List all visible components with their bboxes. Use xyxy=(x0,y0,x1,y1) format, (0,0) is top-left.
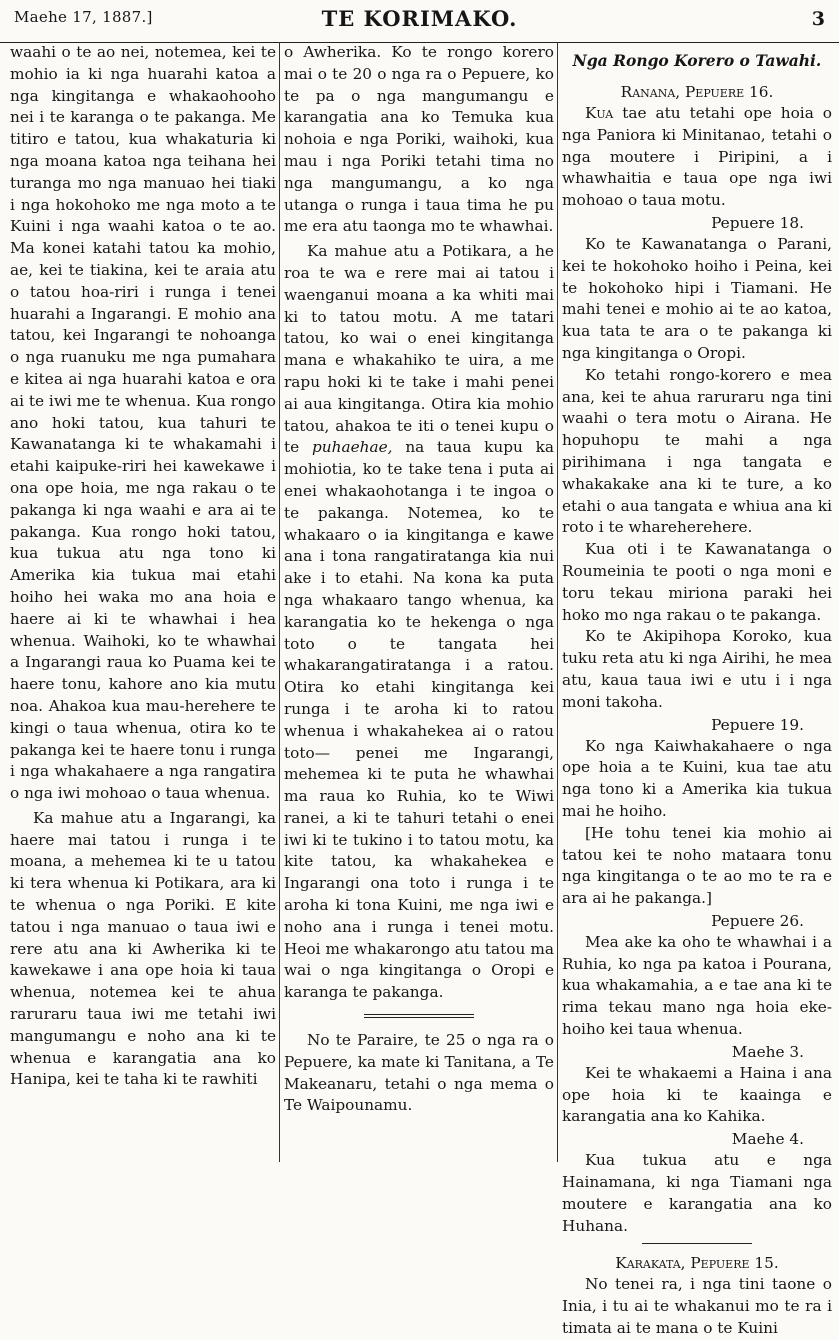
news-item: Ko nga Kaiwhakahaere o nga ope hoia a te Kuini, kua tae atu nga tono ki a Amerika kia tukua mai he hoiho. xyxy=(562,736,832,820)
news-item: Kei te whakaemi a Haina i ana ope hoia ki te kaainga e karangatia ana ko Kahika. xyxy=(562,1063,832,1126)
dateline: Karakata, Pepuere 15. xyxy=(615,1254,779,1273)
news-item: Kua oti i te Kawanatanga o Roumeinia te pooti o nga moni e toru tekau miriona paraki hei hoko mo nga rakau o te pakanga. xyxy=(562,540,832,624)
emphasis-word: puhaehae, xyxy=(311,438,393,457)
death-notice: No te Paraire, te 25 o nga ra o Pepuere, ka mate ki Tanitana, a Te Makeanaru, tetahi o nga mema o Te Waipounamu. xyxy=(284,1031,554,1115)
section-divider xyxy=(642,1243,752,1244)
news-item: Mea ake ka oho te whawhai i a Ruhia, ko nga pa katoa i Pourana, kua whakamahia, a e tae ana ki te rima tekau mano nga hoia eke-hoiho kei taua whenua. xyxy=(562,932,832,1039)
dateline: Maehe 3. xyxy=(731,1042,804,1061)
column-rule-2 xyxy=(557,42,558,1162)
dateline: Pepuere 18. xyxy=(711,213,804,232)
column-2 xyxy=(284,42,554,1162)
article-paragraph xyxy=(284,241,554,1004)
page-header xyxy=(0,0,839,43)
issue-date: Maehe 17, 1887.] xyxy=(14,8,153,26)
foreign-news-heading: Nga Rongo Korero o Tawahi. xyxy=(572,51,822,70)
article-paragraph: waahi o te ao nei, notemea, kei te mohio ia ki nga huarahi katoa a nga kingitanga e whakaohooho nei i te karanga o te pakanga. Me titiro e tatou, kua whakaturia ki nga moana katoa nga teihana hei turanga mo nga manuao hei tiaki i nga hokohoko me nga moto a te Kuini i nga waahi katoa o te ao. Ma konei katahi tatou ka mohio, ae, kei te tiakina, kei te araia atu o tatou hoa-riri i runga i tenei huarahi a Ingarangi. E mohio ana tatou, kei Ingarangi te nohoanga o nga ruanuku me nga pumahara e kitea ai nga huarahi katoa e ora ai te iwi me te whenua. Kua rongo ano hoki tatou, kua tahuri te Kawanatanga ki te whakamahi i etahi kaipuke-riri hei kawekawe i ona ope hoia, me nga rakau o te pakanga ki nga waahi e ara ai te pakanga. Kua rongo hoki tatou, kua tukua atu nga tono ki Amerika kia tukua mai etahi hoiho hei waka mo ana hoia e haere ai ki te whawhai i hea whenua. Waihoki, ko te whawhai a Ingarangi raua ko Puama kei te haere tonu, kahore ano kia mutu noa. Ahakoa kua mau-herehere te kingi o taua whenua, otira ko te pakanga kei te haere tonu i runga i nga whakahaere a nga rangatira o nga iwi mohoao o taua whenua. xyxy=(10,43,277,803)
news-item: Ko te Akipihopa Koroko, kua tuku reta atu ki nga Airihi, he mea atu, kaua taua iwi e utu i i nga moni takoha. xyxy=(562,627,832,711)
column-3 xyxy=(562,42,832,1338)
dateline: Pepuere 26. xyxy=(711,911,804,930)
paragraph-text: tae atu tetahi ope hoia o nga Paniora ki Minitanao, tetahi o nga moutere i Piripini, a i whawhaitia e taua ope nga iwi mohoao o taua motu. xyxy=(562,104,832,210)
page-number: 3 xyxy=(811,8,825,30)
news-item: Ko tetahi rongo-korero e mea ana, kei te ahua raruraru nga tini waahi o tera motu o Airana. He hopuhopu te mahi a nga pirihimana i nga tangata e whakakake ana ki te ture, a ko etahi o aua tangata e whiua ana ki roto i te whareherehere. xyxy=(562,365,832,537)
dateline: Ranana, Pepuere 16. xyxy=(620,83,774,101)
news-item xyxy=(562,103,832,212)
paragraph-text: na taua kupu ka mohiotia, ko te take tena i puta ai enei whakaohotanga i te ingoa o te pakanga. Notemea, ko te whakaaro o ia kingitanga e kawe ana i tona rangatiratanga kia nui ake i to etahi. Na kona ka puta nga whakaaro tango whenua, ka karangatia ko te hekenga o nga toto o te tangata hei whakarangatiratanga i a ratou. Otira ko etahi kingitanga kei runga i te aroha ki to ratou whenua i whakahekea ai o ratou toto— penei me Ingarangi, mehemea ki te puta he whawhai ma raua ko Ruhia, ko te Wiwi ranei, a ki te tahuri tetahi o enei iwi ki te tukino i to tatou motu, ka kite tatou, ka whakahekea e Ingarangi ona toto i runga i te aroha ki tona Kuini, me nga iwi e noho ana i runga i tenei motu. Heoi me whakarongo atu tatou ma wai o nga kingitanga o Oropi e karanga te pakanga. xyxy=(284,438,554,1002)
news-item: [He tohu tenei kia mohio ai tatou kei te noho mataara tonu nga kingitanga o te ao mo te ra e ara ai he pakanga.] xyxy=(562,823,832,908)
column-rule-1 xyxy=(279,42,280,1162)
article-paragraph: o Awherika. Ko te rongo korero mai o te 20 o nga ra o Pepuere, ko te pa o nga mangumangu e karangatia ana ko Temuka kua nohoia e nga Poriki, waihoki, kua mau i nga Poriki tetahi tima no nga mangumangu, a ko nga utanga o runga i taua tima he pu me era atu taonga mo te whawhai. xyxy=(284,43,554,236)
dateline: Maehe 4. xyxy=(731,1130,804,1149)
newspaper-title: TE KORIMAKO. xyxy=(321,6,518,31)
lead-word: Kua xyxy=(584,104,614,122)
news-item: Ko te Kawanatanga o Parani, kei te hokohoko hoiho i Peina, kei te hokohoko hipi i Tiamani. He mahi tenei e mohio ai te ao katoa, kua tata te ara o te pakanga ki nga kingitanga o Oropi. xyxy=(562,234,832,362)
section-divider xyxy=(364,1014,474,1018)
column-1 xyxy=(10,42,276,1162)
news-item: Kua tukua atu e nga Hainamana, ki nga Tiamani nga moutere e karangatia ana ko Huhana. xyxy=(562,1151,832,1235)
paragraph-text: Ka mahue atu a Potikara, a he roa te wa e rere mai ai tatou i waenganui moana a ka whiti mai ki to tatou motu. A me tatari tatou, ko wai o enei kingitanga mana e whakahiko te uira, a me rapu hoki ki te take i mahi penei ai aua kingitanga. Otira kia mohio tatou, ahakoa te iti o tenei kupu o te xyxy=(284,242,554,457)
article-paragraph: Ka mahue atu a Ingarangi, ka haere mai tatou i runga i te moana, a mehemea ki te u tatou ki tera whenua ki Potikara, ara ki te whenua o nga Poriki. E kite tatou i nga manuao o taua iwi e rere atu ana ki Awherika ki te kawekawe i ana ope hoia ki taua whenua, notemea kei te ahua raruraru taua iwi me tetahi iwi mangumangu e noho ana ki te whenua e karangatia ana ko Hanipa, kei te taha ki te rawhiti xyxy=(10,808,276,1089)
dateline: Pepuere 19. xyxy=(711,715,804,734)
news-item: No tenei ra, i nga tini taone o Inia, i tu ai te whakanui mo te ra i timata ai te mana o te Kuini xyxy=(562,1275,832,1338)
